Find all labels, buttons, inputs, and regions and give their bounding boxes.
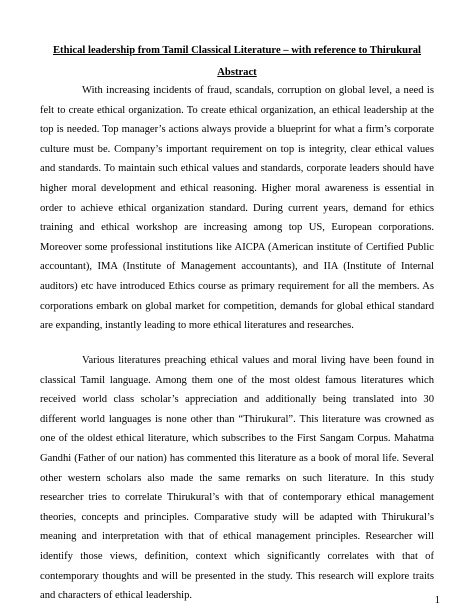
paper-title: Ethical leadership from Tamil Classical Literature – with reference to Thirukural (52, 45, 422, 56)
abstract-paragraph-2: Various literatures preaching ethical values and moral living have been found in classical Tamil language. Among them one of the most oldest famous literatures which received world class scholar’s appreciation and additionally being translated into 30 different world languages is none other than “Thirukural”. This literature was crowned as one of the oldest ethical literature, which subscribes to the First Sangam Corpus. Mahatma Gandhi (Father of our nation) has commented this literature as a book of moral life. Several other western scholars also made the same remarks on such literature. In this study researcher tries to correlate Thirukural’s with that of contemporary ethical management theories, concepts and principles. Comparative study will be adapted with Thirukural’s meaning and interpretation with that of ethical management principles. Researcher will identify those views, definition, context which significantly correlates with that of contemporary thoughts and will be presented in the study. This research will explore traits and characters of ethical leadership. (40, 355, 434, 602)
abstract-paragraph-1: With increasing incidents of fraud, scandals, corruption on global level, a need is felt to create ethical organization. To create ethical organization, an ethical leadership at the top is needed. Top manager’s actions always provide a blueprint for what a firm’s corporate culture must be. Company’s important requirement on top is integrity, clear ethical values and standards. To maintain such ethical values and standards, corporate leaders should have higher moral development and ethical reasoning. Higher moral awareness is essential in order to achieve ethical organization standard. During current years, demand for ethics training and ethical workshop are increasing among top US, European corporations. Moreover some professional institutions like AICPA (American institute of Certified Public accountant), IMA (Institute of Management accountants), and IIA (Institute of Internal auditors) etc have introduced Ethics course as primary requirement for all the members. As corporations embark on global market for competition, demands for global ethical standard are expanding, instantly leading to more ethical literatures and researches. (40, 85, 434, 332)
abstract-heading: Abstract (217, 67, 257, 78)
page-number: 1 (434, 595, 440, 606)
